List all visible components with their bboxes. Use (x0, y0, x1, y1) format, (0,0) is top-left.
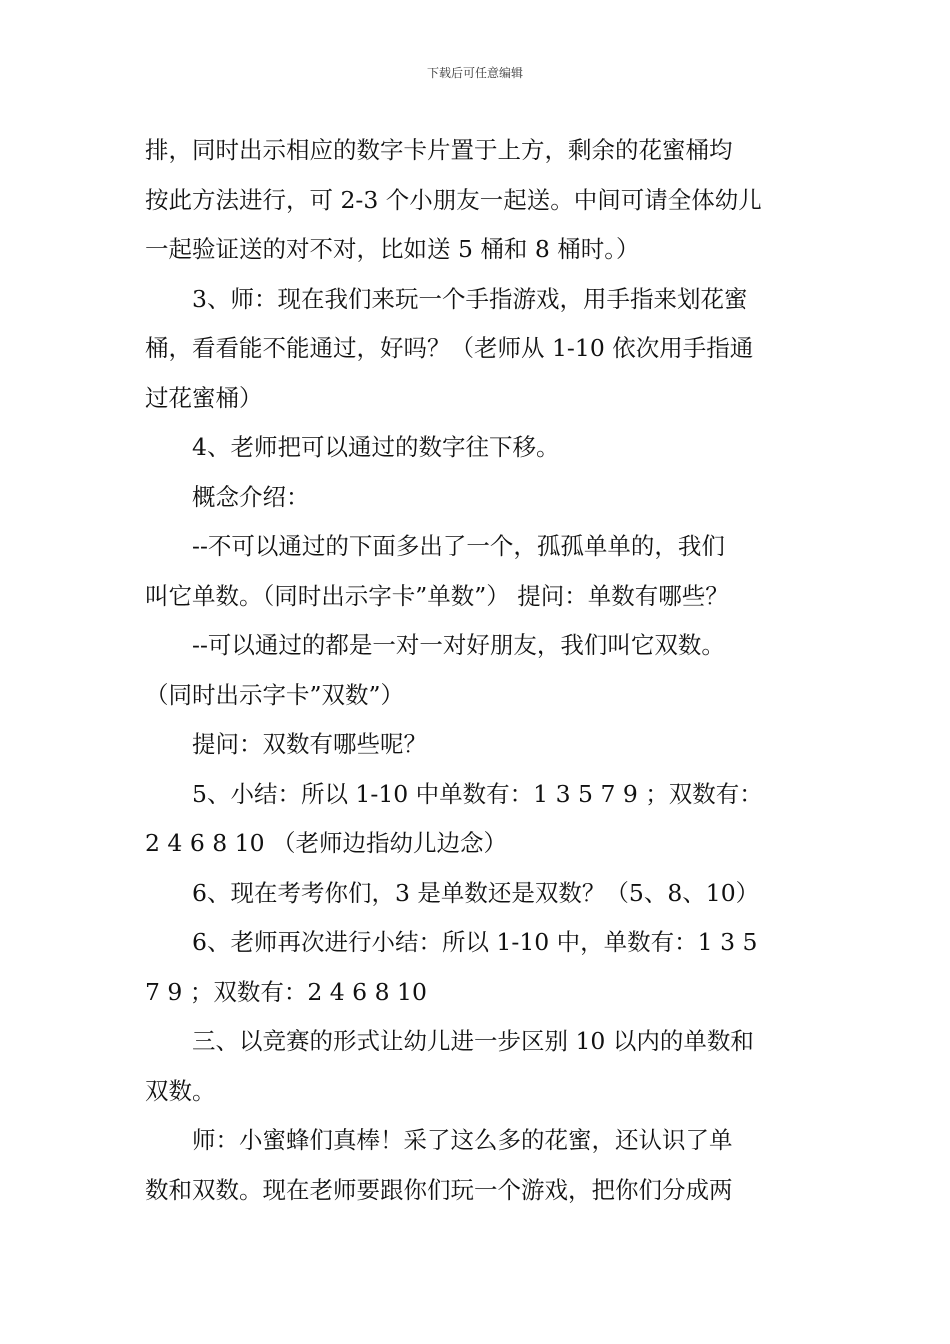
text-line: 按此方法进行，可 2-3 个小朋友一起送。中间可请全体幼儿 (145, 185, 762, 214)
text-line: --不可以通过的下面多出了一个，孤孤单单的，我们 (192, 532, 725, 560)
text-line: 叫它单数。（同时出示字卡”单数”） 提问：单数有哪些？ (145, 581, 729, 610)
text-line: 三、以竞赛的形式让幼儿进一步区别 10 以内的单数和 (192, 1027, 754, 1055)
text-line: 7 9 ；双数有：2 4 6 8 10 (145, 977, 427, 1006)
text-line: 师：小蜜蜂们真棒！采了这么多的花蜜，还认识了单 (192, 1126, 733, 1154)
text-line: 概念介绍： (192, 482, 310, 511)
document-body (145, 126, 810, 1215)
text-line: 6、现在考考你们，3 是单数还是双数？（5、8、10） (192, 878, 760, 907)
text-line: 4、老师把可以通过的数字往下移。 (192, 433, 560, 461)
text-line: 一起验证送的对不对，比如送 5 桶和 8 桶时。） (145, 235, 640, 263)
text-line: 提问：双数有哪些呢？ (192, 730, 427, 758)
text-line: 桶，看看能不能通过，好吗？（老师从 1-10 依次用手指通 (145, 334, 754, 362)
text-line: 排，同时出示相应的数字卡片置于上方，剩余的花蜜桶均 (145, 136, 733, 164)
text-line: 过花蜜桶） (145, 383, 263, 412)
text-line: 6、老师再次进行小结：所以 1-10 中，单数有：1 3 5 (192, 928, 758, 956)
text-line: 数和双数。现在老师要跟你们玩一个游戏，把你们分成两 (145, 1175, 733, 1204)
text-line: 2 4 6 8 10 （老师边指幼儿边念） (145, 829, 508, 857)
text-line: （同时出示字卡”双数”） (145, 680, 405, 709)
text-line: 5、小结：所以 1-10 中单数有：1 3 5 7 9 ；双数有： (192, 779, 763, 808)
text-line: --可以通过的都是一对一对好朋友，我们叫它双数。 (192, 631, 725, 659)
page-header: 下载后可任意编辑 (426, 66, 523, 80)
text-line: 3、师：现在我们来玩一个手指游戏，用手指来划花蜜 (192, 284, 748, 313)
text-line: 双数。 (145, 1076, 216, 1105)
